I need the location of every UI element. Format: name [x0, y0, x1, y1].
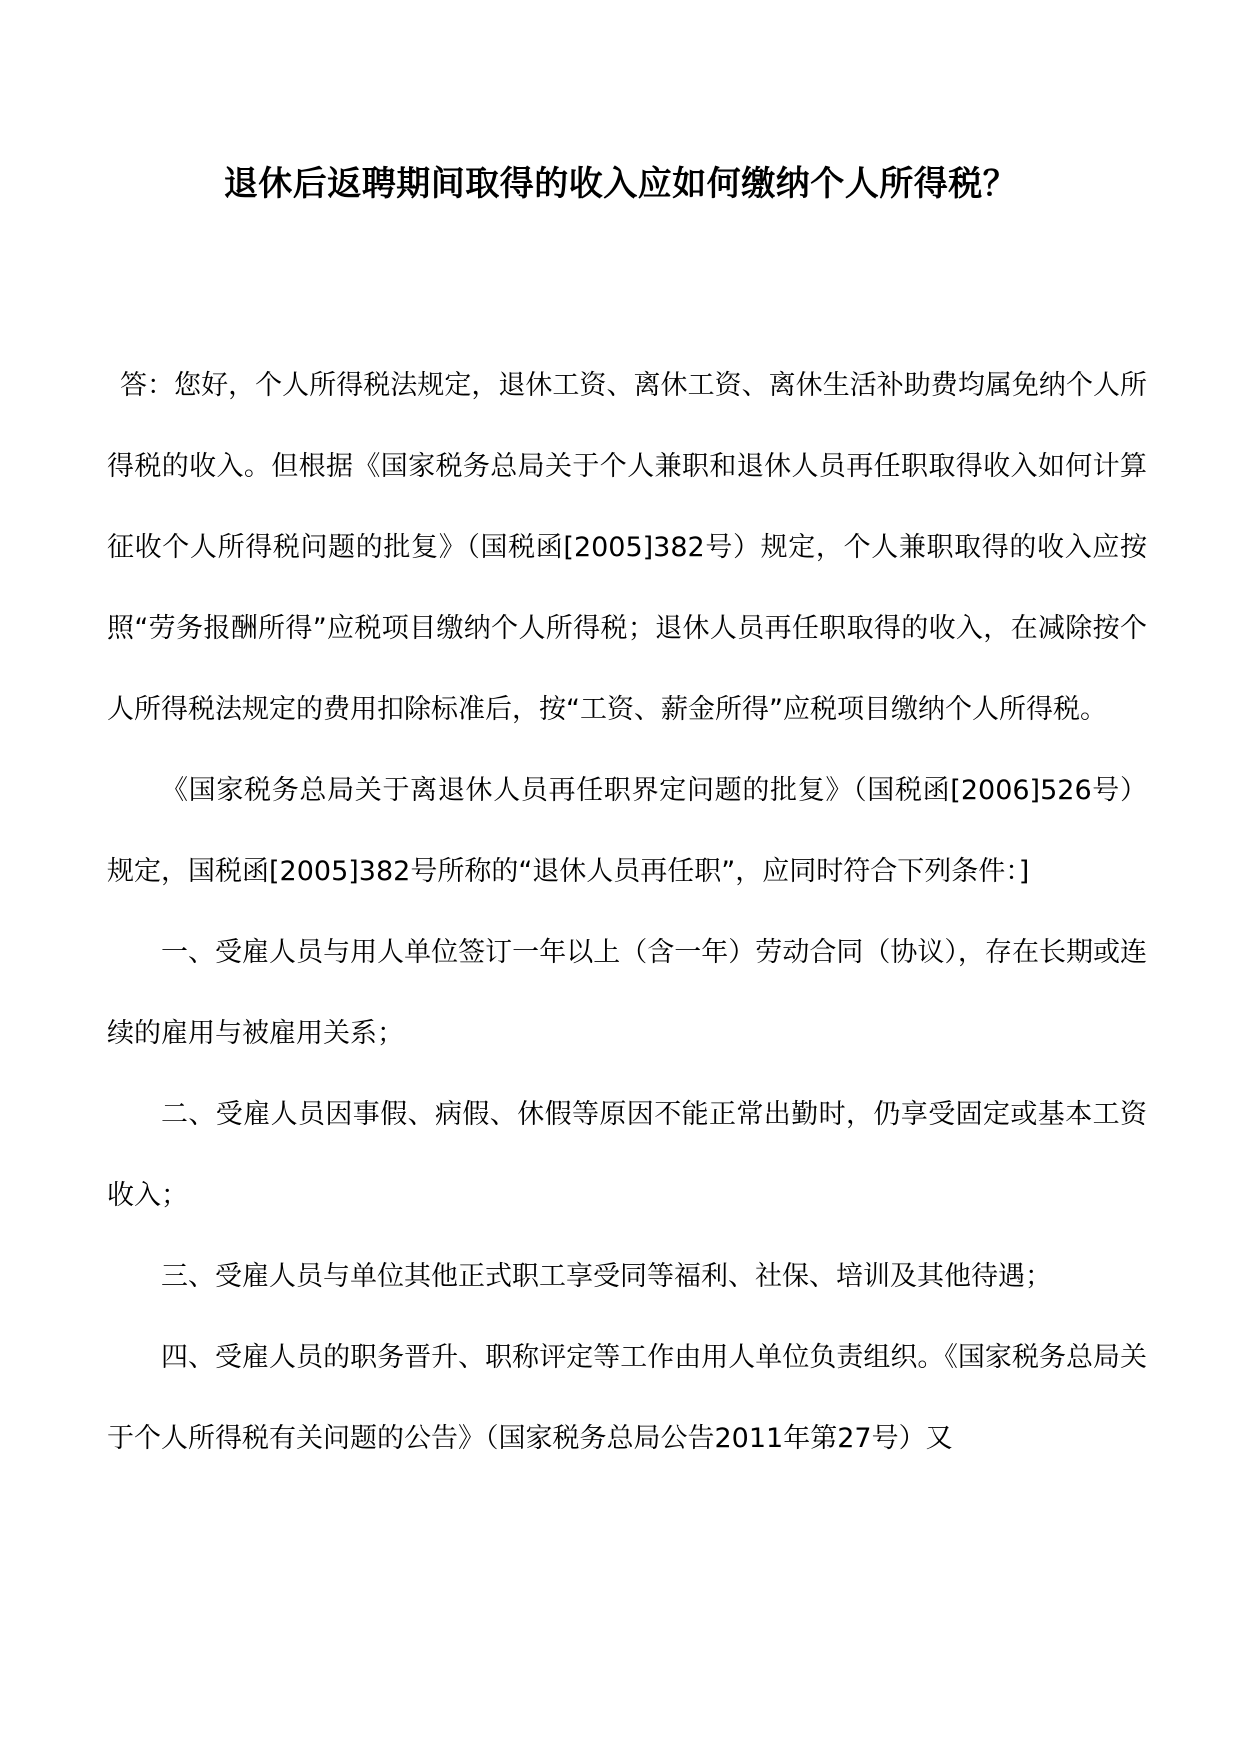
paragraph-condition-2: 二、受雇人员因事假、病假、休假等原因不能正常出勤时，仍享受固定或基本工资收入；: [107, 1099, 1147, 1211]
paragraph-condition-1: 一、受雇人员与用人单位签订一年以上（含一年）劳动合同（协议），存在长期或连续的雇用与被雇用关系；: [107, 937, 1147, 1049]
document-body: [107, 345, 1147, 1479]
paragraph-condition-3: 三、受雇人员与单位其他正式职工享受同等福利、社保、培训及其他待遇；: [161, 1261, 1052, 1292]
paragraph-reply-526: 《国家税务总局关于离退休人员再任职界定问题的批复》（国税函[2006]526号）规定，国税函[2005]382号所称的“退休人员再任职”，应同时符合下列条件：]: [107, 775, 1147, 887]
paragraph-condition-4: 四、受雇人员的职务晋升、职称评定等工作由用人单位负责组织。《国家税务总局关于个人所得税有关问题的公告》（国家税务总局公告2011年第27号）又: [107, 1342, 1147, 1454]
paragraph-answer: 答：您好，个人所得税法规定，退休工资、离休工资、离休生活补助费均属免纳个人所得税的收入。但根据《国家税务总局关于个人兼职和退休人员再任职取得收入如何计算征收个人所得税问题的批复》（国税函[2005]382号）规定，个人兼职取得的收入应按照“劳务报酬所得”应税项目缴纳个人所得税；退休人员再任职取得的收入，在减除按个人所得税法规定的费用扣除标准后，按“工资、薪金所得”应税项目缴纳个人所得税。: [107, 370, 1147, 725]
document-title: 退休后返聘期间取得的收入应如何缴纳个人所得税？: [223, 164, 1018, 204]
